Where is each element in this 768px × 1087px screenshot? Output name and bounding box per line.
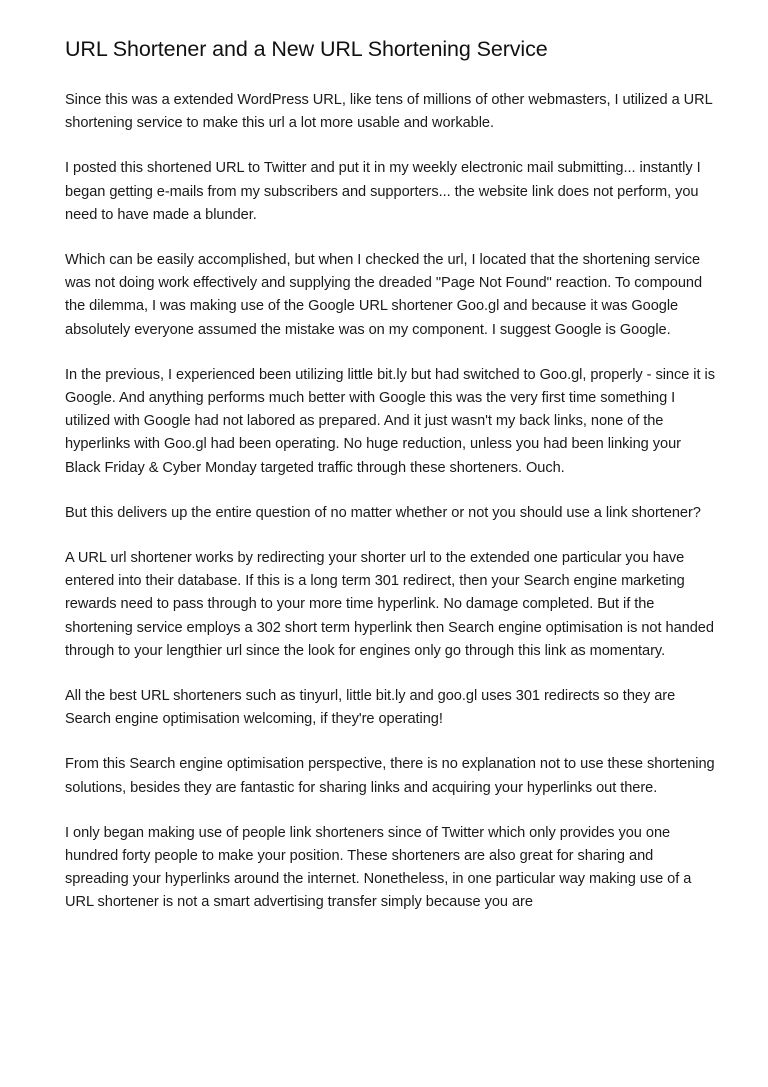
paragraph: Which can be easily accomplished, but when I checked the url, I located that the shortening service was not doing work effectively and supplying the dreaded "Page Not Found" reaction. To compound the dilemma, I was making use of the Google URL shortener Goo.gl and because it was Google absolutely everyone assumed the mistake was on my component. I suggest Google is Google. [65, 252, 703, 338]
page-title: URL Shortener and a New URL Shortening Service [65, 37, 548, 61]
paragraph: In the previous, I experienced been utilizing little bit.ly but had switched to Goo.gl, properly - since it is Google. And anything performs much better with Google this was the very first time something I utilized with Google had not labored as prepared. And it just wasn't my back links, none of the hyperlinks with Goo.gl had been operating. No huge reduction, unless you had been linking your Black Friday & Cyber Monday targeted traffic through these shorteners. Ouch. [65, 366, 715, 476]
paragraph: But this delivers up the entire question of no matter whether or not you should use a link shortener? [65, 504, 701, 521]
paragraph: A URL url shortener works by redirecting your shorter url to the extended one particular you have entered into their database. If this is a long term 301 redirect, then your Search engine marketing rewards need to pass through to your more time hyperlink. No damage completed. But if the shortening service employs a 302 short term hyperlink then Search engine optimisation is not handed through to your lengthier url since the look for engines only go through this link as momentary. [65, 550, 714, 659]
paragraph: I posted this shortened URL to Twitter and put it in my weekly electronic mail submitting... instantly I began getting e-mails from my subscribers and supporters... the website link does not perform, you need to have made a blunder. [65, 160, 701, 223]
paragraph: Since this was a extended WordPress URL, like tens of millions of other webmasters, I utilized a URL shortening service to make this url a lot more usable and workable. [65, 92, 713, 132]
paragraph: I only began making use of people link shorteners since of Twitter which only provides you one hundred forty people to make your position. These shorteners are also great for sharing and spreading your hyperlinks around the internet. Nonetheless, in one particular way making use of a URL shortener is not a smart advertising transfer simply because you are [65, 824, 692, 911]
paragraph: All the best URL shorteners such as tinyurl, little bit.ly and goo.gl uses 301 redirects so they are Search engine optimisation welcoming, if they're operating! [65, 688, 676, 728]
paragraph: From this Search engine optimisation perspective, there is no explanation not to use these shortening solutions, besides they are fantastic for sharing links and acquiring your hyperlinks out there. [65, 756, 715, 796]
